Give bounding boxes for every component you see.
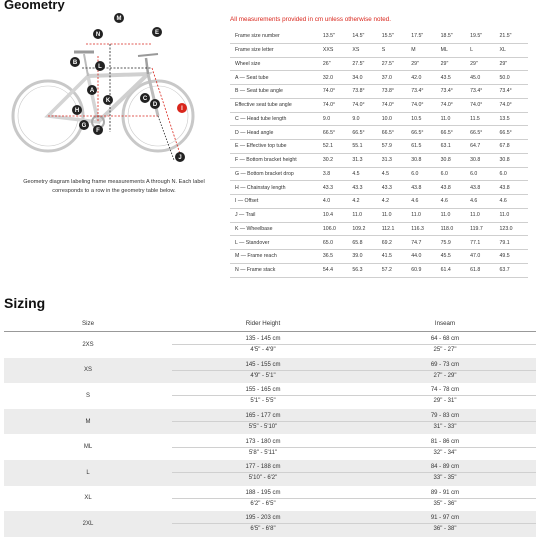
geometry-cell: 11.0 [440, 112, 469, 126]
geometry-cell: 42.0 [410, 71, 439, 85]
geometry-cell: 61.4 [440, 263, 469, 277]
diagram-marker-label: G [81, 123, 87, 129]
geometry-cell: 74.0° [322, 85, 351, 99]
geometry-cell: 4.0 [322, 195, 351, 209]
sizing-rider-height-cell [172, 434, 354, 460]
geometry-cell: 43.8 [469, 181, 498, 195]
sizing-inseam-cell [354, 332, 536, 358]
sizing-row [4, 409, 536, 435]
geometry-cell: 57.2 [381, 263, 410, 277]
geometry-cell: 15.5" [381, 30, 410, 43]
sizing-value: 74 - 78 cm [430, 387, 460, 394]
geometry-cell: 31.3 [351, 153, 380, 167]
geometry-cell: 57.9 [381, 140, 410, 154]
geometry-row-label: K — Wheelbase [230, 222, 322, 236]
geometry-cell: 10.0 [381, 112, 410, 126]
diagram-marker-m [114, 13, 124, 23]
geometry-row-label: G — Bottom bracket drop [230, 167, 322, 181]
diagram-marker-j [175, 152, 185, 162]
sizing-value: 35" - 36" [354, 498, 536, 509]
geometry-cell: 14.5" [351, 30, 380, 43]
geometry-cell: 74.0° [469, 98, 498, 112]
geometry-row-label: E — Effective top tube [230, 140, 322, 154]
sizing-inseam-cell [354, 409, 536, 435]
diagram-marker-i [177, 103, 187, 113]
geometry-row-label: M — Frame reach [230, 250, 322, 264]
sizing-value: 4'9" - 5'1" [172, 370, 354, 381]
geometry-cell: 112.1 [381, 222, 410, 236]
sizing-value: 91 - 97 cm [430, 515, 460, 522]
geometry-cell: 4.5 [351, 167, 380, 181]
geometry-cell: M [410, 43, 439, 57]
sizing-value: 177 - 188 cm [245, 464, 281, 471]
sizing-inseam-cell [354, 383, 536, 409]
sizing-value: 2XL [82, 520, 94, 527]
column-header-inseam: Inseam [354, 316, 536, 332]
geometry-row [230, 30, 528, 43]
geometry-cell: 39.0 [351, 250, 380, 264]
diagram-marker-k [103, 95, 113, 105]
geometry-cell: 79.1 [499, 236, 528, 250]
geometry-title: Geometry [4, 0, 65, 12]
geometry-cell: 4.6 [410, 195, 439, 209]
geometry-cell: 27.5" [381, 57, 410, 71]
geometry-row [230, 167, 528, 181]
diagram-marker-label: A [89, 88, 95, 94]
sizing-size-cell [4, 460, 172, 486]
diagram-marker-label: K [105, 98, 111, 104]
geometry-cell: 11.0 [351, 208, 380, 222]
geometry-cell: 61.8 [469, 263, 498, 277]
geometry-row-label: Effective seat tube angle [230, 98, 322, 112]
sizing-inseam-cell [354, 460, 536, 486]
column-header-rider-height: Rider Height [172, 316, 354, 332]
geometry-cell: 45.5 [440, 250, 469, 264]
sizing-value: 25" - 27" [354, 344, 536, 355]
diagram-marker-label: J [178, 155, 182, 161]
sizing-value: 29" - 31" [354, 395, 536, 406]
sizing-value: M [85, 418, 91, 425]
diagram-marker-label: B [72, 60, 78, 66]
geometry-row [230, 181, 528, 195]
sizing-value: 165 - 177 cm [245, 413, 281, 420]
geometry-cell: 63.1 [440, 140, 469, 154]
geometry-cell: 64.7 [469, 140, 498, 154]
geometry-cell: 37.0 [381, 71, 410, 85]
geometry-row [230, 263, 528, 277]
diagram-marker-c [140, 93, 150, 103]
geometry-cell: 116.3 [410, 222, 439, 236]
sizing-value: 6'5" - 6'8" [172, 523, 354, 534]
geometry-row [230, 208, 528, 222]
geometry-cell: 74.0° [440, 98, 469, 112]
geometry-cell: 11.0 [469, 208, 498, 222]
diagram-marker-label: C [142, 96, 148, 102]
sizing-value: 6'2" - 6'5" [172, 498, 354, 509]
geometry-cell: 32.0 [322, 71, 351, 85]
geometry-cell: 73.8° [381, 85, 410, 99]
geometry-cell: 123.0 [499, 222, 528, 236]
geometry-cell: 4.2 [381, 195, 410, 209]
diagram-marker-e [152, 27, 162, 37]
geometry-row [230, 98, 528, 112]
geometry-cell: 4.6 [469, 195, 498, 209]
geometry-cell: 43.3 [322, 181, 351, 195]
geometry-cell: 65.8 [351, 236, 380, 250]
geometry-cell: 54.4 [322, 263, 351, 277]
diagram-marker-n [93, 29, 103, 39]
geometry-cell: 65.0 [322, 236, 351, 250]
geometry-cell: 66.5° [440, 126, 469, 140]
geometry-cell: 11.0 [440, 208, 469, 222]
sizing-header-row [4, 316, 536, 332]
geometry-cell: 26" [322, 57, 351, 71]
sizing-value: L [86, 469, 90, 476]
diagram-marker-g [79, 120, 89, 130]
diagram-marker-label: H [74, 108, 80, 114]
geometry-cell: 30.8 [499, 153, 528, 167]
sizing-value: 188 - 195 cm [245, 489, 281, 496]
bike-geometry-diagram [6, 16, 204, 168]
geometry-row [230, 112, 528, 126]
geometry-cell: 74.0° [322, 98, 351, 112]
diagram-marker-label: D [152, 102, 158, 108]
sizing-rider-height-cell [172, 511, 354, 537]
geometry-row-label: B — Seat tube angle [230, 85, 322, 99]
geometry-cell: XS [351, 43, 380, 57]
sizing-value: 145 - 155 cm [245, 361, 281, 368]
geometry-cell: 67.8 [499, 140, 528, 154]
geometry-cell: 118.0 [440, 222, 469, 236]
sizing-rider-height-cell [172, 409, 354, 435]
geometry-cell: 30.2 [322, 153, 351, 167]
geometry-cell: 29" [410, 57, 439, 71]
geometry-cell: XXS [322, 43, 351, 57]
geometry-cell: 36.5 [322, 250, 351, 264]
sizing-value: 5'5" - 5'10" [172, 421, 354, 432]
geometry-cell: 43.3 [351, 181, 380, 195]
diagram-marker-label: M [116, 16, 122, 22]
sizing-value: 36" - 38" [354, 523, 536, 534]
sizing-inseam-cell [354, 486, 536, 512]
diagram-marker-label: E [154, 30, 160, 36]
geometry-row [230, 195, 528, 209]
sizing-size-cell [4, 486, 172, 512]
geometry-row [230, 126, 528, 140]
geometry-row [230, 222, 528, 236]
sizing-value: S [85, 392, 90, 399]
geometry-cell: 66.5° [499, 126, 528, 140]
sizing-row [4, 383, 536, 409]
geometry-cell: XL [499, 43, 528, 57]
geometry-cell: 74.0° [351, 98, 380, 112]
geometry-cell: 29" [440, 57, 469, 71]
column-header-size: Size [4, 316, 172, 332]
geometry-cell: 30.8 [469, 153, 498, 167]
geometry-cell: 43.8 [499, 181, 528, 195]
geometry-cell: L [469, 43, 498, 57]
geometry-row-label: L — Standover [230, 236, 322, 250]
diagram-marker-l [95, 61, 105, 71]
sizing-row [4, 486, 536, 512]
geometry-row-label: F — Bottom bracket height [230, 153, 322, 167]
geometry-cell: 45.0 [469, 71, 498, 85]
units-note: All measurements provided in cm unless otherwise noted. [230, 16, 391, 23]
geometry-cell: 56.3 [351, 263, 380, 277]
geometry-cell: 50.0 [499, 71, 528, 85]
geometry-cell: 6.0 [440, 167, 469, 181]
geometry-cell: 73.4° [410, 85, 439, 99]
geometry-cell: 21.5" [499, 30, 528, 43]
geometry-cell: 74.7 [410, 236, 439, 250]
geometry-cell: 61.5 [410, 140, 439, 154]
geometry-cell: 4.6 [440, 195, 469, 209]
diagram-marker-b [70, 57, 80, 67]
geometry-cell: 66.5° [381, 126, 410, 140]
sizing-size-cell [4, 409, 172, 435]
geometry-cell: 29" [499, 57, 528, 71]
geometry-cell: 10.5 [410, 112, 439, 126]
geometry-cell: 30.8 [440, 153, 469, 167]
sizing-row [4, 434, 536, 460]
geometry-cell: 43.8 [440, 181, 469, 195]
diagram-caption: Geometry diagram labeling frame measurements A through N. Each label corresponds to a row in the geometry table below. [23, 179, 205, 194]
sizing-value: 84 - 89 cm [430, 464, 460, 471]
sizing-value: ML [83, 444, 93, 451]
sizing-value: 79 - 83 cm [430, 413, 460, 420]
geometry-cell: 17.5" [410, 30, 439, 43]
sizing-value: 173 - 180 cm [245, 438, 281, 445]
geometry-row [230, 71, 528, 85]
geometry-cell: 41.5 [381, 250, 410, 264]
diagram-marker-label: F [96, 128, 100, 134]
geometry-cell: 44.0 [410, 250, 439, 264]
sizing-table [4, 316, 536, 537]
sizing-row [4, 511, 536, 537]
geometry-cell: 47.0 [469, 250, 498, 264]
sizing-value: 4'5" - 4'9" [172, 344, 354, 355]
geometry-cell: 31.3 [381, 153, 410, 167]
sizing-value: XS [83, 367, 92, 374]
geometry-cell: 74.0° [410, 98, 439, 112]
sizing-inseam-cell [354, 434, 536, 460]
geometry-row-label: N — Frame stack [230, 263, 322, 277]
geometry-cell: 106.0 [322, 222, 351, 236]
sizing-rider-height-cell [172, 383, 354, 409]
geometry-row-label: C — Head tube length [230, 112, 322, 126]
geometry-cell: 34.0 [351, 71, 380, 85]
sizing-row [4, 358, 536, 384]
diagram-marker-label: L [98, 64, 102, 70]
geometry-cell: 52.1 [322, 140, 351, 154]
sizing-value: 89 - 91 cm [430, 489, 460, 496]
diagram-marker-f [93, 125, 103, 135]
geometry-cell: 11.0 [410, 208, 439, 222]
geometry-row [230, 140, 528, 154]
geometry-cell: 11.0 [381, 208, 410, 222]
diagram-marker-d [150, 99, 160, 109]
geometry-cell: 13.5 [499, 112, 528, 126]
geometry-cell: 6.0 [469, 167, 498, 181]
sizing-value: 135 - 145 cm [245, 336, 281, 343]
sizing-row [4, 332, 536, 358]
geometry-row-label: I — Offset [230, 195, 322, 209]
geometry-cell: 66.5° [410, 126, 439, 140]
geometry-cell: 30.8 [410, 153, 439, 167]
geometry-cell: 119.7 [469, 222, 498, 236]
geometry-cell: 75.9 [440, 236, 469, 250]
geometry-cell: 29" [469, 57, 498, 71]
geometry-cell: 13.5" [322, 30, 351, 43]
geometry-row-label: Frame size letter [230, 43, 322, 57]
sizing-inseam-cell [354, 511, 536, 537]
geometry-cell: 66.5° [351, 126, 380, 140]
geometry-cell: 66.5° [322, 126, 351, 140]
geometry-row-label: D — Head angle [230, 126, 322, 140]
sizing-value: XL [84, 495, 92, 502]
geometry-row-label: Wheel size [230, 57, 322, 71]
geometry-cell: S [381, 43, 410, 57]
geometry-cell: 19.5" [469, 30, 498, 43]
geometry-cell: 69.2 [381, 236, 410, 250]
geometry-cell: ML [440, 43, 469, 57]
geometry-cell: 74.0° [381, 98, 410, 112]
sizing-value: 27" - 29" [354, 370, 536, 381]
geometry-row-label: J — Trail [230, 208, 322, 222]
diagram-marker-h [72, 105, 82, 115]
diagram-marker-a [87, 85, 97, 95]
geometry-row-label: H — Chainstay length [230, 181, 322, 195]
geometry-cell: 73.4° [469, 85, 498, 99]
sizing-rider-height-cell [172, 332, 354, 358]
sizing-title: Sizing [4, 295, 46, 311]
sizing-rider-height-cell [172, 358, 354, 384]
sizing-value: 31" - 33" [354, 421, 536, 432]
geometry-cell: 109.2 [351, 222, 380, 236]
diagram-marker-label: I [181, 106, 183, 112]
geometry-row [230, 85, 528, 99]
sizing-value: 5'8" - 5'11" [172, 447, 354, 458]
sizing-value: 32" - 34" [354, 447, 536, 458]
geometry-row [230, 236, 528, 250]
geometry-cell: 60.9 [410, 263, 439, 277]
sizing-value: 64 - 68 cm [430, 336, 460, 343]
geometry-cell: 63.7 [499, 263, 528, 277]
sizing-value: 195 - 203 cm [245, 515, 281, 522]
geometry-row [230, 250, 528, 264]
sizing-value: 155 - 165 cm [245, 387, 281, 394]
geometry-cell: 74.0° [499, 98, 528, 112]
sizing-value: 2XS [82, 341, 94, 348]
geometry-cell: 43.8 [410, 181, 439, 195]
sizing-value: 5'10" - 6'2" [172, 472, 354, 483]
geometry-cell: 43.5 [440, 71, 469, 85]
sizing-size-cell [4, 358, 172, 384]
geometry-cell: 4.6 [499, 195, 528, 209]
geometry-cell: 73.4° [440, 85, 469, 99]
geometry-cell: 27.5" [351, 57, 380, 71]
geometry-cell: 4.5 [381, 167, 410, 181]
geometry-cell: 9.0 [351, 112, 380, 126]
geometry-row [230, 43, 528, 57]
sizing-inseam-cell [354, 358, 536, 384]
geometry-cell: 4.2 [351, 195, 380, 209]
sizing-size-cell [4, 511, 172, 537]
geometry-cell: 9.0 [322, 112, 351, 126]
sizing-size-cell [4, 383, 172, 409]
geometry-row-label: A — Seat tube [230, 71, 322, 85]
geometry-cell: 18.5" [440, 30, 469, 43]
geometry-table [230, 30, 528, 278]
geometry-row-label: Frame size number [230, 30, 322, 43]
sizing-value: 81 - 86 cm [430, 438, 460, 445]
diagram-marker-label: N [95, 32, 101, 38]
geometry-cell: 11.5 [469, 112, 498, 126]
geometry-cell: 11.0 [499, 208, 528, 222]
measurement-lines [48, 44, 182, 160]
sizing-value: 69 - 73 cm [430, 361, 460, 368]
geometry-cell: 73.4° [499, 85, 528, 99]
geometry-cell: 10.4 [322, 208, 351, 222]
geometry-cell: 55.1 [351, 140, 380, 154]
geometry-row [230, 57, 528, 71]
sizing-row [4, 460, 536, 486]
sizing-value: 33" - 35" [354, 472, 536, 483]
geometry-cell: 6.0 [499, 167, 528, 181]
sizing-size-cell [4, 332, 172, 358]
geometry-cell: 77.1 [469, 236, 498, 250]
sizing-size-cell [4, 434, 172, 460]
sizing-value: 5'1" - 5'5" [172, 395, 354, 406]
geometry-cell: 73.8° [351, 85, 380, 99]
geometry-cell: 49.5 [499, 250, 528, 264]
geometry-cell: 43.3 [381, 181, 410, 195]
geometry-cell: 6.0 [410, 167, 439, 181]
geometry-row [230, 153, 528, 167]
geometry-cell: 66.5° [469, 126, 498, 140]
sizing-rider-height-cell [172, 486, 354, 512]
sizing-rider-height-cell [172, 460, 354, 486]
geometry-cell: 3.8 [322, 167, 351, 181]
